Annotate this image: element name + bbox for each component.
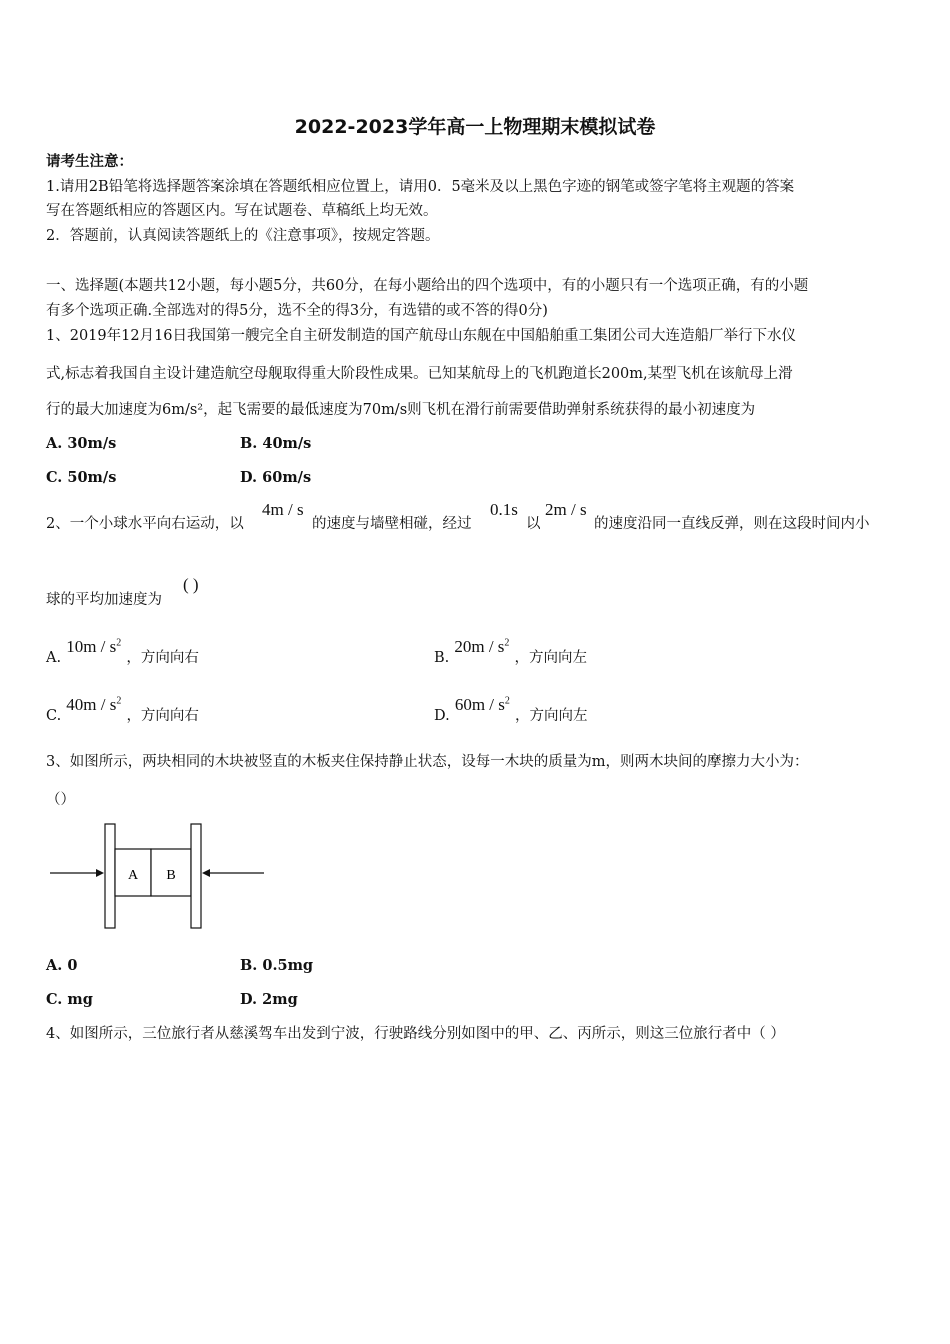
q1-line1: 1、2019年12月16日我国第一艘完全自主研发制造的国产航母山东舰在中国船舶重工集团公司大连造船厂举行下水仪 xyxy=(46,328,797,344)
q2-option-exponent: 2 xyxy=(116,637,122,649)
q1-option-c: C. 50m/s xyxy=(46,469,117,486)
q1-line3: 行的最大加速度为6m/s²，起飞需要的最低速度为70m/s则飞机在滑行前需要借助弹射系统获得的最小初速度为 xyxy=(46,402,756,418)
q3-option-d: D. 2mg xyxy=(240,991,298,1008)
q2-option-exponent: 2 xyxy=(504,637,510,649)
q2-option-letter: C. xyxy=(46,708,62,724)
q2-option-c xyxy=(46,694,199,724)
q2-option-value: 40m / s xyxy=(66,695,117,714)
section1-line1: 一、选择题(本题共12小题，每小题5分，共60分，在每小题给出的四个选项中，有的小题只有一个选项正确，有的小题 xyxy=(46,278,809,294)
q2-option-value: 60m / s xyxy=(454,695,505,714)
q2-seg2: 的速度与墙壁相碰，经过 xyxy=(312,516,472,532)
q2-option-letter: A. xyxy=(46,650,62,666)
q2-option-letter: B. xyxy=(434,650,450,666)
q2-option-exponent: 2 xyxy=(116,695,122,707)
q2-option-d xyxy=(434,694,588,724)
q2-v2: 2m / s xyxy=(545,500,587,519)
q2-option-value: 10m / s xyxy=(66,637,117,656)
q1-option-b: B. 40m/s xyxy=(240,435,312,452)
q2-option-direction: ，方向向右 xyxy=(126,708,199,724)
left-board xyxy=(105,824,115,928)
q2-option-value: 20m / s xyxy=(454,637,505,656)
page-title: 2022-2023学年高一上物理期末模拟试卷 xyxy=(294,116,656,138)
q2-line2: 球的平均加速度为 xyxy=(46,592,162,608)
q3-answer-paren: （） xyxy=(46,792,75,808)
q2-option-exponent: 2 xyxy=(504,695,510,707)
right-board xyxy=(191,824,201,928)
q2-seg4: 的速度沿同一直线反弹，则在这段时间内小 xyxy=(594,516,870,532)
notice-item2: 2．答题前，认真阅读答题纸上的《注意事项》，按规定答题。 xyxy=(46,228,440,244)
notice-heading: 请考生注意： xyxy=(46,153,133,170)
q2-v1: 4m / s xyxy=(262,500,304,519)
notice-item1-line2: 写在答题纸相应的答题区内。写在试题卷、草稿纸上均无效。 xyxy=(46,203,438,219)
q2-option-b xyxy=(434,636,588,666)
right-arrow-head xyxy=(202,869,210,877)
q2-option-letter: D. xyxy=(434,708,450,724)
q3-option-b: B. 0.5mg xyxy=(240,957,314,974)
block-b-label: B xyxy=(166,868,176,883)
notice-item1-line1: 1.请用2B铅笔将选择题答案涂填在答题纸相应位置上，请用0．5毫米及以上黑色字迹的钢笔或签字笔将主观题的答案 xyxy=(46,179,795,195)
q2-time: 0.1s xyxy=(490,500,518,519)
q2-answer-paren: ( ) xyxy=(183,575,199,594)
q4-line1: 4、如图所示，三位旅行者从慈溪驾车出发到宁波，行驶路线分别如图中的甲、乙、丙所示，则这三位旅行者中（ ） xyxy=(46,1026,785,1042)
section1-line2: 有多个选项正确.全部选对的得5分，选不全的得3分，有选错的或不答的得0分) xyxy=(46,303,548,319)
q2-option-direction: ，方向向左 xyxy=(514,650,588,666)
q2-seg1: 2、一个小球水平向右运动，以 xyxy=(46,516,244,532)
block-a-label: A xyxy=(127,868,139,883)
q3-figure-blocks xyxy=(46,818,268,934)
q2-seg3: 以 xyxy=(526,516,541,532)
q2-option-direction: ，方向向左 xyxy=(514,708,588,724)
q1-option-d: D. 60m/s xyxy=(240,469,312,486)
q3-option-a: A. 0 xyxy=(46,957,78,974)
left-arrow-head xyxy=(96,869,104,877)
q3-option-c: C. mg xyxy=(46,991,93,1008)
q1-option-a: A. 30m/s xyxy=(46,435,117,452)
q3-line1: 3、如图所示，两块相同的木块被竖直的木板夹住保持静止状态，设每一木块的质量为m，则两木块间的摩擦力大小为： xyxy=(46,754,809,770)
q2-option-a xyxy=(46,636,199,666)
q2-option-direction: ，方向向右 xyxy=(126,650,199,666)
q1-line2: 式,标志着我国自主设计建造航空母舰取得重大阶段性成果。已知某航母上的飞机跑道长200m,某型飞机在该航母上滑 xyxy=(46,366,793,382)
